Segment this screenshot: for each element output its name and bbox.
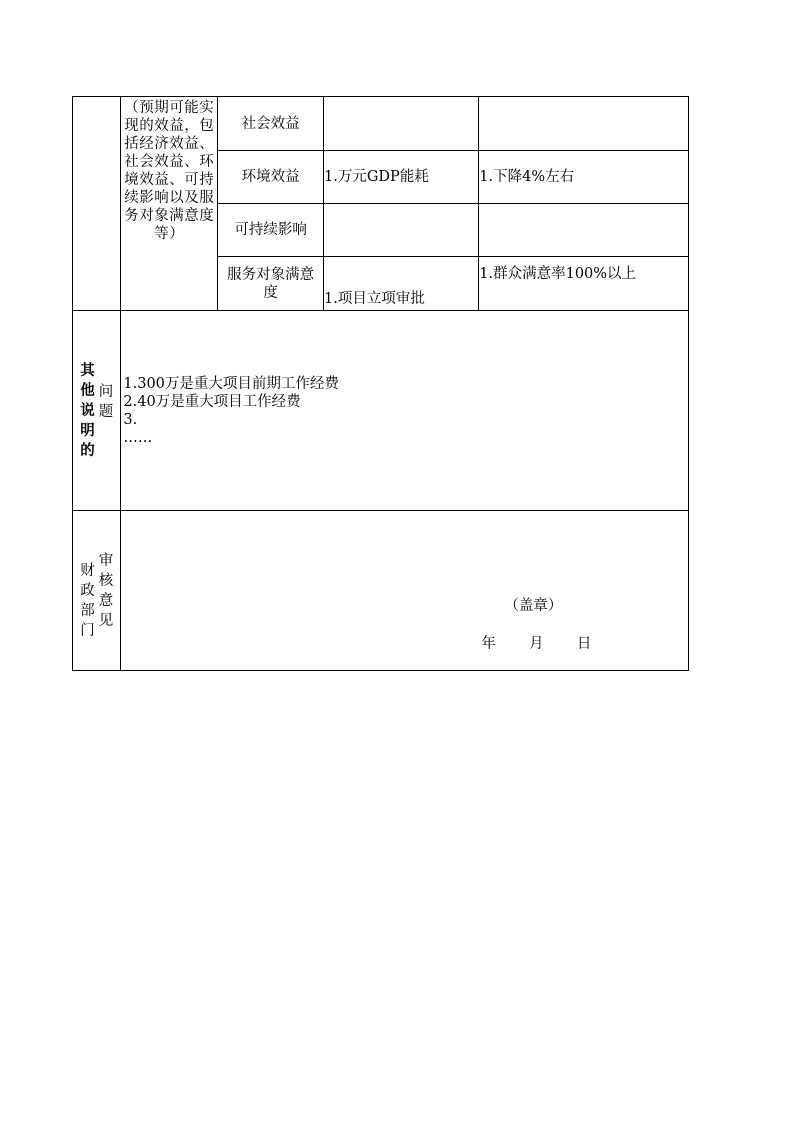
label-char: 明 [80,422,95,439]
label-char: 政 [80,582,95,599]
table-row-social-benefit [73,97,689,151]
indicator-label: 可持续影响 [234,222,307,238]
performance-form-table [72,96,689,671]
label-char: 审 [98,552,114,569]
indicator-value-cell [324,151,479,204]
benefit-description-cell [121,97,218,311]
table-row-other-notes [73,311,689,511]
date-line [481,635,591,653]
indicator-target-cell [479,97,689,151]
finance-audit-label-col2 [99,551,114,631]
notes-line: 2.40万是重大项目工作经费 [123,393,301,410]
indicator-target-cell [479,204,689,257]
label-char: 他 [80,382,95,399]
indicator-value-cell [324,257,479,311]
indicator-label: 服务对象满意度 [227,266,315,301]
indicator-value-cell [324,97,479,151]
label-char: 说 [80,402,95,419]
indicator-target: 1.下降4%左右 [479,169,575,185]
other-notes-label-col2 [99,382,114,422]
finance-audit-content-cell [121,511,689,671]
date-day: 日 [576,636,592,652]
label-char: 财 [80,562,95,579]
label-char: 其 [80,362,95,379]
left-category-cell [73,97,121,311]
indicator-value-cell [324,204,479,257]
indicator-value: 1.项目立项审批 [324,291,425,307]
indicator-cell [218,97,324,151]
notes-line: 1.300万是重大项目前期工作经费 [123,375,339,392]
indicator-label: 环境效益 [241,169,300,185]
benefit-description-text: （预期可能实现的效益，包括经济效益、社会效益、环境效益、可持续影响以及服务对象满意度等） [124,100,215,242]
notes-line: 3. [123,411,138,428]
indicator-cell [218,204,324,257]
label-char: 问 [98,383,114,400]
date-year: 年 [481,636,496,652]
other-notes-label-cell [73,311,121,511]
indicator-value: 1.万元GDP能耗 [324,169,429,185]
label-char: 的 [80,442,95,459]
label-char: 见 [98,612,114,629]
other-notes-label-col1 [80,361,95,461]
label-char: 门 [80,622,95,639]
label-char: 题 [98,403,114,420]
date-month: 月 [529,636,544,652]
finance-audit-label-cell [73,511,121,671]
table-row-finance-audit [73,511,689,671]
seal-text: （盖章） [504,598,563,614]
indicator-target-cell [479,151,689,204]
indicator-cell [218,151,324,204]
label-char: 意 [98,592,114,609]
indicator-cell [218,257,324,311]
finance-audit-label-col1 [80,561,95,641]
other-notes-content-cell [121,311,689,511]
label-char: 部 [80,602,95,619]
indicator-target: 1.群众满意率100%以上 [479,266,637,282]
indicator-target-cell [479,257,689,311]
notes-line: …… [123,429,153,446]
indicator-label: 社会效益 [241,115,300,132]
label-char: 核 [98,572,114,589]
